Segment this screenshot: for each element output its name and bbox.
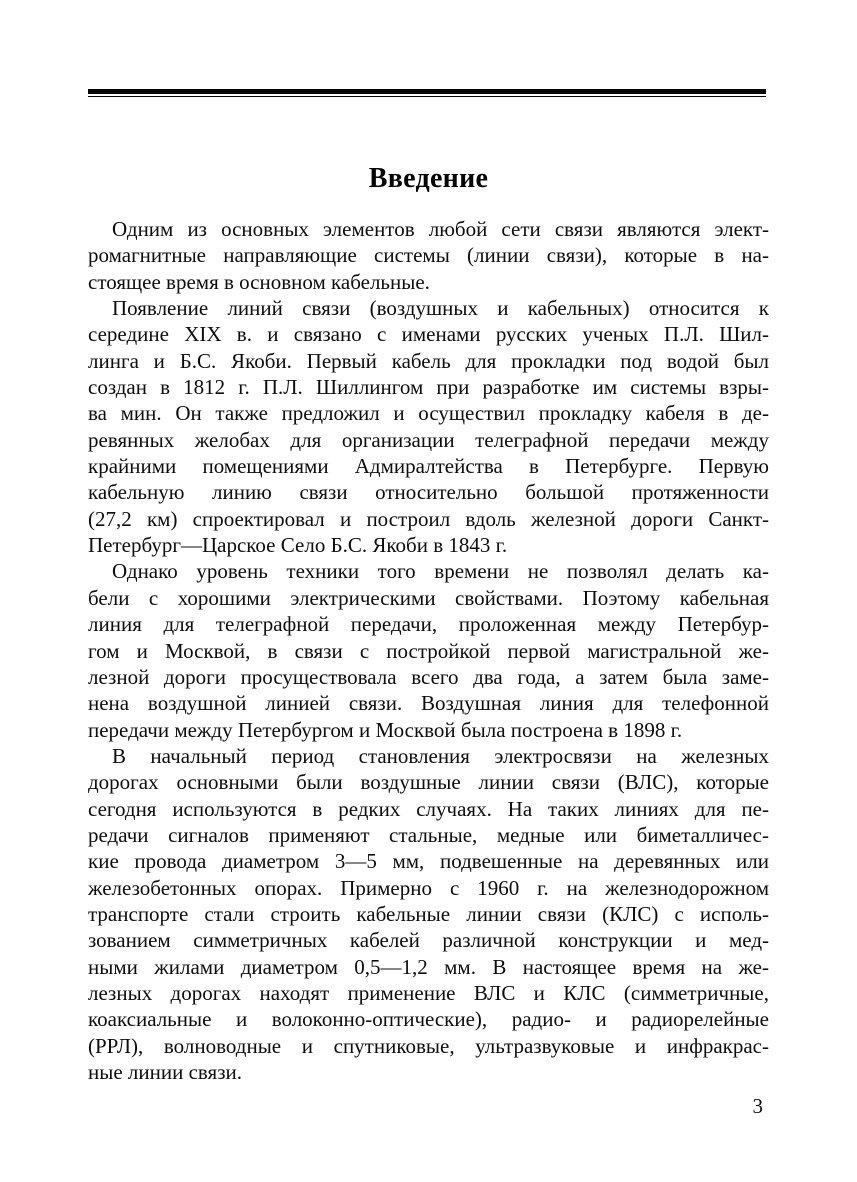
paragraph — [88, 558, 769, 742]
text-line: крайними помещениями Адмиралтейства в Петербурге. Первую — [88, 454, 769, 479]
text-line: ревянных желобах для организации телеграфной передачи между — [88, 427, 769, 452]
text-line: ромагнитные направляющие системы (линии связи), которые в на- — [88, 243, 769, 268]
text-line: бели с хорошими электрическими свойствами. Поэтому кабельная — [88, 585, 769, 610]
text-line: Появление линий связи (воздушных и кабельных) относится к — [112, 296, 769, 321]
body-text — [88, 216, 769, 1085]
text-line: создан в 1812 г. П.Л. Шиллингом при разработке им системы взры- — [88, 375, 769, 400]
text-line: гом и Москвой, в связи с постройкой первой магистральной же- — [88, 638, 769, 663]
text-line: Петербург—Царское Село Б.С. Якоби в 1843 г. — [88, 533, 508, 558]
text-line: линга и Б.С. Якоби. Первый кабель для прокладки под водой был — [88, 348, 769, 373]
text-line: коаксиальные и волоконно-оптические), радио- и радиорелейные — [88, 1007, 769, 1032]
text-line: (РРЛ), волноводные и спутниковые, ультразвуковые и инфракрас- — [88, 1033, 769, 1058]
text-line: железобетонных опорах. Примерно с 1960 г. на железнодорожном — [88, 875, 769, 900]
paragraph — [88, 216, 769, 295]
text-line: Одним из основных элементов любой сети связи являются элект- — [112, 217, 769, 241]
text-line: стоящее время в основном кабельные. — [88, 269, 430, 294]
text-line: транспорте стали строить кабельные линии связи (КЛС) с исполь- — [88, 901, 769, 926]
text-line: передачи между Петербургом и Москвой была построена в 1898 г. — [88, 717, 683, 742]
chapter-title: Введение — [368, 163, 489, 194]
text-line: сегодня используются в редких случаях. На таких линиях для пе- — [88, 796, 769, 821]
text-line: лезных дорогах находят применение ВЛС и КЛС (симметричные, — [88, 980, 769, 1005]
paragraph — [88, 295, 769, 558]
text-line: кие провода диаметром 3—5 мм, подвешенные на деревянных или — [88, 849, 769, 874]
text-line: В начальный период становления электросвязи на железных — [112, 743, 769, 768]
text-line: нена воздушной линией связи. Воздушная линия для телефонной — [88, 691, 769, 716]
text-line: кабельную линию связи относительно большой протяженности — [88, 480, 769, 505]
text-line: середине XIX в. и связано с именами русских ученых П.Л. Шил- — [88, 322, 769, 347]
text-line: ными жилами диаметром 0,5—1,2 мм. В настоящее время на же- — [88, 954, 769, 979]
text-line: ные линии связи. — [88, 1060, 243, 1084]
page-number: 3 — [752, 1094, 763, 1118]
text-line: зованием симметричных кабелей различной конструкции и мед- — [88, 928, 769, 953]
text-line: редачи сигналов применяют стальные, медные или биметалличес- — [88, 822, 769, 847]
text-line: лезной дороги просуществовала всего два года, а затем была заме- — [88, 664, 769, 689]
text-line: дорогах основными были воздушные линии связи (ВЛС), которые — [88, 770, 769, 795]
text-line: (27,2 км) спроектировал и построил вдоль железной дороги Санкт- — [88, 506, 769, 531]
paragraph — [88, 743, 769, 1085]
header-rule-thick — [88, 89, 766, 94]
text-line: линия для телеграфной передачи, проложенная между Петербур- — [88, 612, 769, 637]
header-rule — [88, 89, 766, 97]
text-line: Однако уровень техники того времени не позволял делать ка- — [112, 559, 769, 584]
text-line: ва мин. Он также предложил и осуществил прокладку кабеля в де- — [88, 401, 769, 426]
header-rule-thin — [88, 96, 766, 98]
